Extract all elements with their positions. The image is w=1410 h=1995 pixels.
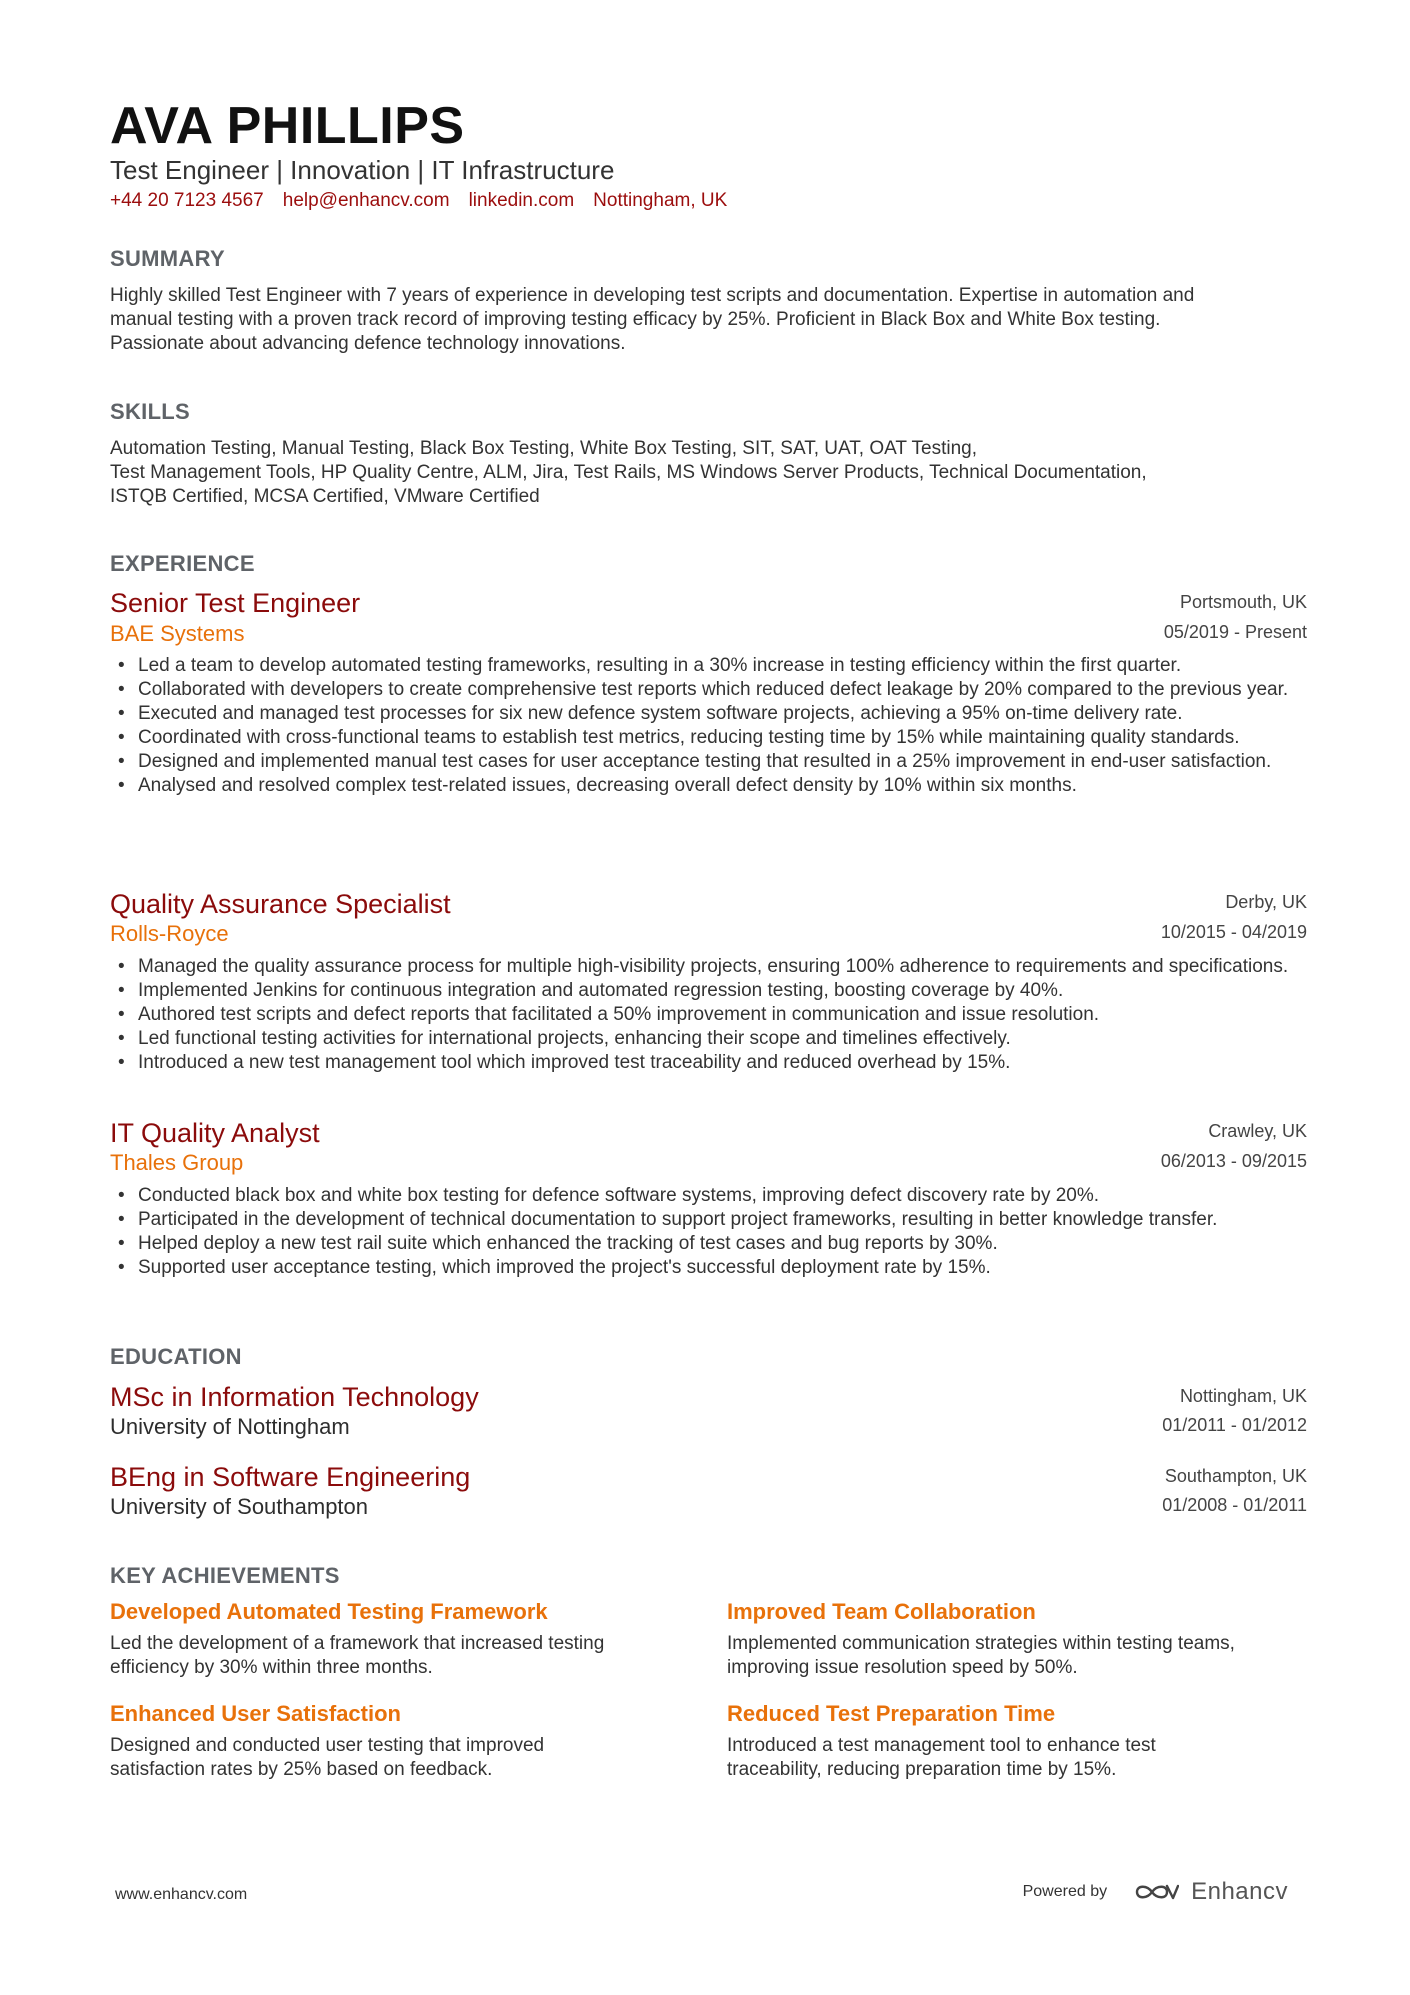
skills-text	[110, 437, 1310, 509]
job-dates: 06/2013 - 09/2015	[1160, 1151, 1307, 1171]
job-title: Senior Test Engineer	[110, 588, 361, 618]
contact-row	[110, 189, 727, 213]
achievement-line: Implemented communication strategies within testing teams,	[727, 1633, 1235, 1654]
contact-email[interactable]: help@enhancv.com	[282, 190, 450, 211]
powered-by-label: Powered by	[1022, 1883, 1108, 1900]
education-dates: 01/2008 - 01/2011	[1162, 1495, 1307, 1515]
achievement-line: improving issue resolution speed by 50%.	[727, 1657, 1078, 1678]
job-bullet: • Collaborated with developers to create comprehensive test reports which reduced defect leakage by 20% compared to the previous year.	[110, 678, 1307, 702]
achievement-line: Designed and conducted user testing that improved	[110, 1735, 545, 1756]
job-bullet: • Supported user acceptance testing, which improved the project's successful deployment rate by 15%.	[110, 1256, 1307, 1280]
job-company: Rolls-Royce	[110, 921, 229, 946]
skills-line: ISTQB Certified, MCSA Certified, VMware Certified	[110, 486, 540, 507]
achievement-description	[110, 1734, 700, 1782]
achievement-line: traceability, reducing preparation time by 15%.	[727, 1759, 1117, 1780]
school-location: Southampton, UK	[1164, 1466, 1307, 1486]
summary-line: Passionate about advancing defence technology innovations.	[110, 333, 626, 354]
degree-title: BEng in Software Engineering	[110, 1462, 471, 1492]
achievement-title: Developed Automated Testing Framework	[110, 1599, 548, 1624]
job-title: IT Quality Analyst	[110, 1118, 320, 1148]
contact-phone[interactable]: +44 20 7123 4567	[110, 190, 264, 211]
summary-line: manual testing with a proven track record of improving testing efficacy by 25%. Proficient in Black Box and White Box testing.	[110, 309, 1161, 330]
job-location: Portsmouth, UK	[1179, 592, 1307, 612]
job-bullets	[110, 654, 1307, 798]
footer-website-link[interactable]: www.enhancv.com	[115, 1886, 248, 1903]
enhancv-logo[interactable]	[1133, 1878, 1288, 1906]
skills-line: Automation Testing, Manual Testing, Black Box Testing, White Box Testing, SIT, SAT, UAT, OAT Testing,	[110, 438, 978, 459]
job-bullet: • Designed and implemented manual test cases for user acceptance testing that resulted in a 25% improvement in end-user satisfaction.	[110, 750, 1307, 774]
job-bullet: • Authored test scripts and defect reports that facilitated a 50% improvement in communication and issue resolution.	[110, 1003, 1307, 1027]
school-name: University of Southampton	[110, 1494, 369, 1519]
enhancv-logo-icon	[1133, 1880, 1179, 1904]
job-location: Derby, UK	[1225, 892, 1307, 912]
experience-heading: EXPERIENCE	[110, 551, 255, 576]
school-location: Nottingham, UK	[1179, 1386, 1307, 1406]
footer-branding	[1023, 1878, 1288, 1906]
resume-page	[110, 0, 1307, 1995]
school-name: University of Nottingham	[110, 1414, 350, 1439]
education-dates: 01/2011 - 01/2012	[1162, 1415, 1307, 1435]
achievement-description	[727, 1734, 1317, 1782]
achievement-description	[110, 1632, 700, 1680]
achievement-line: Introduced a test management tool to enhance test	[727, 1735, 1156, 1756]
achievement-title: Reduced Test Preparation Time	[727, 1701, 1056, 1726]
job-bullet: • Analysed and resolved complex test-related issues, decreasing overall defect density by 10% within six months.	[110, 774, 1307, 798]
achievement-line: Led the development of a framework that increased testing	[110, 1633, 605, 1654]
job-title: Quality Assurance Specialist	[110, 889, 451, 919]
job-dates: 05/2019 - Present	[1163, 622, 1307, 642]
summary-heading: SUMMARY	[110, 246, 225, 271]
job-bullet: • Implemented Jenkins for continuous integration and automated regression testing, boosting coverage by 40%.	[110, 979, 1307, 1003]
job-bullet: • Conducted black box and white box testing for defence software systems, improving defect discovery rate by 20%.	[110, 1184, 1307, 1208]
achievement-line: efficiency by 30% within three months.	[110, 1657, 433, 1678]
degree-title: MSc in Information Technology	[110, 1382, 479, 1412]
achievement-title: Improved Team Collaboration	[727, 1599, 1036, 1624]
education-heading: EDUCATION	[110, 1344, 242, 1369]
achievement-title: Enhanced User Satisfaction	[110, 1701, 401, 1726]
skills-heading: SKILLS	[110, 399, 191, 424]
job-bullet: • Managed the quality assurance process for multiple high-visibility projects, ensuring 100% adherence to requirements and specifications.	[110, 955, 1307, 979]
job-bullet: • Coordinated with cross-functional teams to establish test metrics, reducing testing time by 15% while maintaining quality standards.	[110, 726, 1307, 750]
contact-linkedin[interactable]: linkedin.com	[468, 190, 575, 211]
job-bullet: • Led a team to develop automated testing frameworks, resulting in a 30% increase in testing efficiency within the first quarter.	[110, 654, 1307, 678]
job-dates: 10/2015 - 04/2019	[1160, 922, 1307, 942]
job-bullet: • Helped deploy a new test rail suite which enhanced the tracking of test cases and bug reports by 30%.	[110, 1232, 1307, 1256]
job-bullet: • Led functional testing activities for international projects, enhancing their scope and timelines effectively.	[110, 1027, 1307, 1051]
job-bullet: • Participated in the development of technical documentation to support project frameworks, resulting in better knowledge transfer.	[110, 1208, 1307, 1232]
enhancv-logo-text: Enhancv	[1191, 1878, 1288, 1905]
candidate-name: AVA PHILLIPS	[110, 97, 465, 155]
contact-location: Nottingham, UK	[593, 190, 728, 211]
job-bullets	[110, 1184, 1307, 1280]
job-company: Thales Group	[110, 1150, 244, 1175]
job-bullets	[110, 955, 1307, 1075]
job-location: Crawley, UK	[1208, 1121, 1307, 1141]
skills-line: Test Management Tools, HP Quality Centre, ALM, Jira, Test Rails, MS Windows Server Products, Technical Documentation,	[110, 462, 1147, 483]
summary-line: Highly skilled Test Engineer with 7 years of experience in developing test scripts and documentation. Expertise in automation and	[110, 285, 1195, 306]
job-company: BAE Systems	[110, 621, 245, 646]
job-bullet: • Executed and managed test processes for six new defence system software projects, achieving a 95% on-time delivery rate.	[110, 702, 1307, 726]
achievement-line: satisfaction rates by 25% based on feedback.	[110, 1759, 493, 1780]
achievements-heading: KEY ACHIEVEMENTS	[110, 1563, 340, 1588]
job-bullet: • Introduced a new test management tool which improved test traceability and reduced overhead by 15%.	[110, 1051, 1307, 1075]
candidate-headline: Test Engineer | Innovation | IT Infrastructure	[110, 155, 615, 185]
achievement-description	[727, 1632, 1317, 1680]
summary-text	[110, 284, 1310, 356]
